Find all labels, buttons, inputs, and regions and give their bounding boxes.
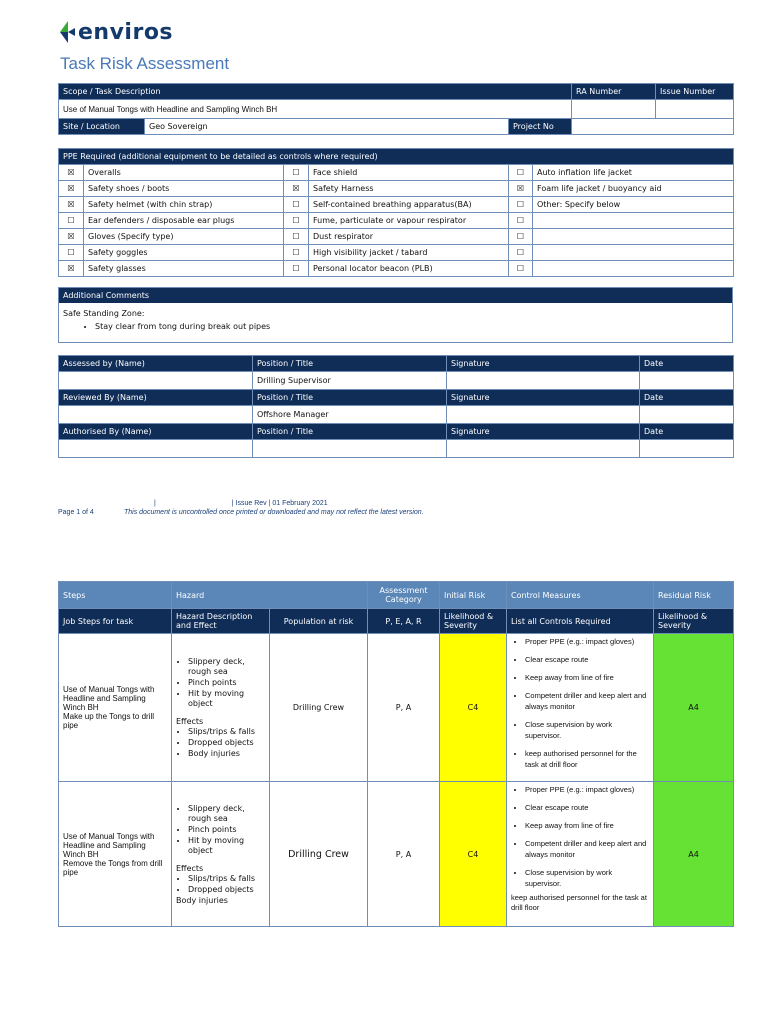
ra-number-value[interactable] <box>572 100 656 119</box>
signoff-signature-label: Signature <box>447 390 640 406</box>
ppe-checkbox[interactable]: ☒ <box>59 261 84 277</box>
control-item: • Keep away from line of fire <box>525 672 649 683</box>
ppe-row <box>59 181 734 197</box>
ppe-item-label <box>533 245 734 261</box>
ppe-row <box>59 245 734 261</box>
control-item: • keep authorised personnel for the task at drill floor <box>525 748 649 770</box>
effects-label: Effects <box>176 716 204 726</box>
control-item: • Clear escape route <box>525 802 649 813</box>
control-item: • Competent driller and keep alert and always monitor <box>525 690 649 712</box>
signoff-position-value[interactable]: Drilling Supervisor <box>253 372 447 390</box>
scope-label: Scope / Task Description <box>59 84 572 100</box>
signoff-value-row <box>59 440 734 458</box>
ppe-checkbox[interactable]: ☐ <box>509 197 533 213</box>
signoff-role-label: Authorised By (Name) <box>59 424 253 440</box>
scope-description: Use of Manual Tongs with Headline and Sampling Winch BH <box>59 100 572 119</box>
effects-list <box>176 874 265 895</box>
hazard-description-cell <box>172 634 270 782</box>
ppe-item-label <box>533 229 734 245</box>
hazard-description-cell <box>172 782 270 927</box>
initial-risk-cell: C4 <box>440 782 507 927</box>
effect-item: • Dropped objects <box>188 738 265 748</box>
header-steps: Steps <box>59 582 172 609</box>
site-value: Geo Sovereign <box>145 119 509 135</box>
ppe-item-label: Other: Specify below <box>533 197 734 213</box>
ppe-checkbox[interactable]: ☐ <box>509 213 533 229</box>
signoff-name-field[interactable] <box>59 406 253 424</box>
category-cell: P, A <box>368 782 440 927</box>
job-step-task: Use of Manual Tongs with Headline and Sampling Winch BH <box>63 685 155 712</box>
enviros-leaf-icon <box>58 20 76 44</box>
effect-item: • Dropped objects <box>188 885 265 895</box>
ppe-checkbox[interactable]: ☐ <box>284 245 309 261</box>
signoff-table <box>58 355 734 458</box>
hazard-item: • Pinch points <box>188 825 265 835</box>
signoff-position-value[interactable] <box>253 440 447 458</box>
signoff-date-field[interactable] <box>640 440 734 458</box>
signoff-date-label: Date <box>640 390 734 406</box>
category-cell: P, A <box>368 634 440 782</box>
ppe-item-label: Gloves (Specify type) <box>84 229 284 245</box>
residual-risk-cell: A4 <box>654 634 734 782</box>
effects-label: Effects <box>176 864 204 873</box>
ppe-checkbox[interactable]: ☐ <box>59 245 84 261</box>
control-item: • Proper PPE (e.g.: impact gloves) <box>525 636 649 647</box>
signoff-signature-field[interactable] <box>447 440 640 458</box>
ppe-item-label: Personal locator beacon (PLB) <box>309 261 509 277</box>
subheader-list-controls: List all Controls Required <box>507 609 654 634</box>
signoff-signature-field[interactable] <box>447 406 640 424</box>
footer-note: This document is uncontrolled once printed or downloaded and may not reflect the latest version. <box>124 509 424 516</box>
ppe-checkbox[interactable]: ☐ <box>284 165 309 181</box>
signoff-date-label: Date <box>640 356 734 372</box>
ppe-row <box>59 261 734 277</box>
additional-comments <box>58 287 733 343</box>
project-no-label: Project No <box>509 119 572 135</box>
header-initial-risk: Initial Risk <box>440 582 507 609</box>
job-step-action: Make up the Tongs to drill pipe <box>63 712 155 730</box>
subheader-likelihood-residual: Likelihood & Severity <box>654 609 734 634</box>
ppe-checkbox[interactable]: ☐ <box>284 229 309 245</box>
signoff-name-field[interactable] <box>59 440 253 458</box>
issue-number-label: Issue Number <box>656 84 734 100</box>
ppe-checkbox[interactable]: ☒ <box>59 197 84 213</box>
signoff-header-row <box>59 356 734 372</box>
header-residual-risk: Residual Risk <box>654 582 734 609</box>
job-step-cell <box>59 634 172 782</box>
comments-heading: Additional Comments <box>59 288 732 303</box>
project-no-value[interactable] <box>572 119 734 135</box>
ppe-checkbox[interactable]: ☐ <box>284 261 309 277</box>
issue-number-value[interactable] <box>656 100 734 119</box>
ppe-item-label <box>533 213 734 229</box>
footer-issue-date: | Issue Rev | 01 February 2021 <box>231 500 328 507</box>
ppe-checkbox[interactable]: ☐ <box>509 229 533 245</box>
ppe-item-label: Fume, particulate or vapour respirator <box>309 213 509 229</box>
control-item: • Proper PPE (e.g.: impact gloves) <box>525 784 649 795</box>
control-item: • Keep away from line of fire <box>525 820 649 831</box>
signoff-position-label: Position / Title <box>253 356 447 372</box>
site-label: Site / Location <box>59 119 145 135</box>
job-step-cell <box>59 782 172 927</box>
ppe-checkbox[interactable]: ☐ <box>284 197 309 213</box>
job-step-action: Remove the Tongs from drill pipe <box>63 858 163 877</box>
ppe-heading: PPE Required (additional equipment to be detailed as controls where required) <box>59 149 734 165</box>
signoff-role-label: Reviewed By (Name) <box>59 390 253 406</box>
signoff-signature-label: Signature <box>447 424 640 440</box>
footer-issue-line <box>154 500 328 507</box>
ppe-item-label: Ear defenders / disposable ear plugs <box>84 213 284 229</box>
effect-item: • Slips/trips & falls <box>188 874 265 884</box>
ppe-row <box>59 165 734 181</box>
subheader-hazard-desc: Hazard Description and Effect <box>172 609 270 634</box>
ppe-checkbox[interactable]: ☒ <box>284 181 309 197</box>
signoff-date-field[interactable] <box>640 372 734 390</box>
signoff-position-label: Position / Title <box>253 424 447 440</box>
enviros-logo <box>58 18 173 46</box>
control-item: • Clear escape route <box>525 654 649 665</box>
ppe-checkbox[interactable]: ☐ <box>509 245 533 261</box>
risk-table <box>58 581 734 927</box>
effect-item: • Body injuries <box>188 749 265 759</box>
ppe-item-label: Safety shoes / boots <box>84 181 284 197</box>
control-item: • Close supervision by work supervisor. <box>525 867 649 889</box>
signoff-header-row <box>59 390 734 406</box>
signoff-signature-field[interactable] <box>447 372 640 390</box>
control-measures-cell <box>507 782 654 927</box>
header-control-measures: Control Measures <box>507 582 654 609</box>
control-measures-cell <box>507 634 654 782</box>
signoff-date-label: Date <box>640 424 734 440</box>
comments-bullet: • Stay clear from tong during break out pipes <box>95 320 728 333</box>
ppe-checkbox[interactable]: ☐ <box>59 213 84 229</box>
risk-row <box>59 634 734 782</box>
ppe-table <box>58 148 734 277</box>
ppe-checkbox[interactable]: ☐ <box>284 213 309 229</box>
signoff-signature-label: Signature <box>447 356 640 372</box>
hazard-list <box>176 657 265 709</box>
header-hazard: Hazard <box>172 582 368 609</box>
effects-list <box>176 727 265 759</box>
ppe-item-label: Auto inflation life jacket <box>533 165 734 181</box>
scope-table <box>58 83 734 135</box>
comments-line: Safe Standing Zone: <box>63 309 145 318</box>
ppe-row <box>59 229 734 245</box>
control-list <box>511 636 649 770</box>
job-step-task: Use of Manual Tongs with Headline and Sampling Winch BH <box>63 831 155 859</box>
hazard-item: • Hit by moving object <box>188 836 265 856</box>
initial-risk-cell: C4 <box>440 634 507 782</box>
signoff-value-row <box>59 406 734 424</box>
control-item: • Close supervision by work supervisor. <box>525 719 649 741</box>
subheader-likelihood-initial: Likelihood & Severity <box>440 609 507 634</box>
logo-text: enviros <box>78 19 174 45</box>
population-cell: Drilling Crew <box>270 634 368 782</box>
hazard-item: • Pinch points <box>188 678 265 688</box>
ppe-checkbox[interactable]: ☒ <box>59 165 84 181</box>
ppe-item-label: Safety glasses <box>84 261 284 277</box>
ppe-item-label: Dust respirator <box>309 229 509 245</box>
control-list <box>511 784 649 889</box>
hazard-item: • Hit by moving object <box>188 689 265 709</box>
hazard-item: • Slippery deck, rough sea <box>188 804 265 824</box>
ppe-item-label <box>533 261 734 277</box>
footer-page: Page 1 of 4 <box>58 509 94 516</box>
subheader-population: Population at risk <box>270 609 368 634</box>
ppe-item-label: Safety helmet (with chin strap) <box>84 197 284 213</box>
signoff-position-value[interactable]: Offshore Manager <box>253 406 447 424</box>
ppe-item-label: High visibility jacket / tabard <box>309 245 509 261</box>
signoff-role-label: Assessed by (Name) <box>59 356 253 372</box>
population-cell: Drilling Crew <box>270 782 368 927</box>
ppe-item-label: Overalls <box>84 165 284 181</box>
ppe-item-label: Face shield <box>309 165 509 181</box>
ppe-checkbox[interactable]: ☒ <box>59 181 84 197</box>
ppe-checkbox[interactable]: ☒ <box>59 229 84 245</box>
hazard-item: • Slippery deck, rough sea <box>188 657 265 677</box>
ppe-item-label: Safety goggles <box>84 245 284 261</box>
ppe-item-label: Self-contained breathing apparatus(BA) <box>309 197 509 213</box>
ppe-checkbox[interactable]: ☐ <box>509 165 533 181</box>
header-category: Assessment Category <box>368 582 440 609</box>
residual-risk-cell: A4 <box>654 782 734 927</box>
risk-row <box>59 782 734 927</box>
hazard-list <box>176 804 265 856</box>
signoff-date-field[interactable] <box>640 406 734 424</box>
subheader-pear: P, E, A, R <box>368 609 440 634</box>
ppe-item-label: Foam life jacket / buoyancy aid <box>533 181 734 197</box>
footer-separator: | <box>154 500 156 507</box>
signoff-value-row <box>59 372 734 390</box>
ra-number-label: RA Number <box>572 84 656 100</box>
control-item: • Competent driller and keep alert and always monitor <box>525 838 649 860</box>
signoff-name-field[interactable] <box>59 372 253 390</box>
ppe-row <box>59 197 734 213</box>
subheader-job-steps: Job Steps for task <box>59 609 172 634</box>
ppe-item-label: Safety Harness <box>309 181 509 197</box>
page-title: Task Risk Assessment <box>60 54 230 73</box>
control-tail: keep authorised personnel for the task at drill floor <box>511 893 647 912</box>
signoff-header-row <box>59 424 734 440</box>
ppe-checkbox[interactable]: ☐ <box>509 261 533 277</box>
ppe-checkbox[interactable]: ☒ <box>509 181 533 197</box>
effect-item: • Slips/trips & falls <box>188 727 265 737</box>
effect-tail: Body injuries <box>176 896 228 905</box>
signoff-position-label: Position / Title <box>253 390 447 406</box>
ppe-row <box>59 213 734 229</box>
